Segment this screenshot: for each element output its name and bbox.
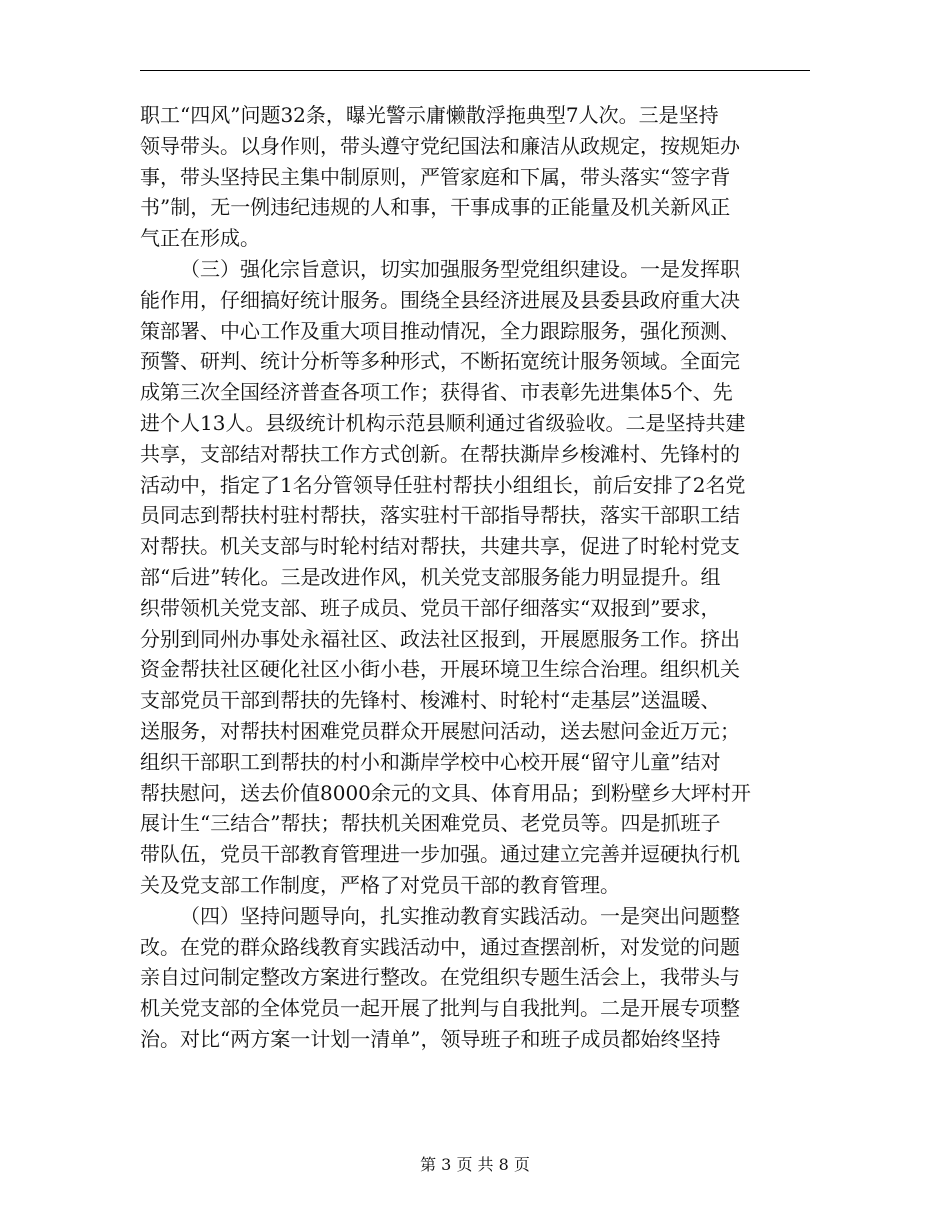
page-number-footer: 第 3 页 共 8 页 bbox=[420, 1155, 530, 1174]
text-line: 机关党支部的全体党员一起开展了批判与自我批判。二是开展专项整 bbox=[140, 996, 740, 1021]
text-line: 对帮扶。机关支部与时轮村结对帮扶，共建共享，促进了时轮村党支 bbox=[140, 534, 740, 559]
text-line: 能作用，仔细搞好统计服务。围绕全县经济进展及县委县政府重大决 bbox=[140, 287, 740, 312]
text-line: 支部党员干部到帮扶的先锋村、梭滩村、时轮村“走基层”送温暖、 bbox=[140, 688, 721, 713]
text-line: 职工“四风”问题32条，曝光警示庸懒散浮拖典型7人次。三是坚持 bbox=[140, 103, 719, 127]
text-line: 关及党支部工作制度，严格了对党员干部的教育管理。 bbox=[140, 872, 620, 897]
text-line: 事，带头坚持民主集中制原则，严管家庭和下属，带头落实“签字背 bbox=[140, 164, 731, 189]
body-text bbox=[140, 100, 810, 1055]
text-line: 气正在形成。 bbox=[140, 226, 260, 251]
text-line: 带队伍，党员干部教育管理进一步加强。通过建立完善并逗硬执行机 bbox=[140, 842, 740, 867]
text-line: 员同志到帮扶村驻村帮扶，落实驻村干部指导帮扶，落实干部职工结 bbox=[140, 503, 740, 528]
text-line: 展计生“三结合”帮扶；帮扶机关困难党员、老党员等。四是抓班子 bbox=[140, 811, 721, 836]
text-line: 书”制，无一例违纪违规的人和事，干事成事的正能量及机关新风正 bbox=[140, 195, 731, 220]
text-line: 分别到同州办事处永福社区、政法社区报到，开展愿服务工作。挤出 bbox=[140, 626, 740, 651]
text-line: 治。对比“两方案一计划一清单”，领导班子和班子成员都始终坚持 bbox=[140, 1026, 721, 1051]
text-line: 改。在党的群众路线教育实践活动中，通过查摆剖析，对发觉的问题 bbox=[140, 934, 740, 959]
text-line: 织带领机关党支部、班子成员、党员干部仔细落实“双报到”要求， bbox=[140, 595, 721, 620]
text-line: 领导带头。以身作则，带头遵守党纪国法和廉洁从政规定，按规矩办 bbox=[140, 133, 740, 158]
text-line: 活动中，指定了1名分管领导任驻村帮扶小组组长，前后安排了2名党 bbox=[140, 472, 746, 497]
text-line: 成第三次全国经济普查各项工作；获得省、市表彰先进集体5个、先 bbox=[140, 380, 733, 405]
text-line: 部“后进”转化。三是改进作风，机关党支部服务能力明显提升。组 bbox=[140, 564, 721, 589]
text-line: 送服务，对帮扶村困难党员群众开展慰问活动，送去慰问金近万元； bbox=[140, 718, 740, 743]
text-line: 帮扶慰问，送去价值8000余元的文具、体育用品；到粉壁乡大坪村开 bbox=[140, 780, 751, 805]
header-rule bbox=[140, 70, 810, 71]
text-line: 组织干部职工到帮扶的村小和澌岸学校中心校开展“留守儿童”结对 bbox=[140, 749, 721, 774]
paragraph-heading-3: （三）强化宗旨意识，切实加强服务型党组织建设。一是发挥职 bbox=[180, 256, 740, 281]
text-line: 资金帮扶社区硬化社区小街小巷，开展环境卫生综合治理。组织机关 bbox=[140, 657, 740, 682]
text-line: 共享，支部结对帮扶工作方式创新。在帮扶澌岸乡梭滩村、先锋村的 bbox=[140, 441, 740, 466]
paragraph-heading-4: （四）坚持问题导向，扎实推动教育实践活动。一是突出问题整 bbox=[180, 903, 740, 928]
text-line: 策部署、中心工作及重大项目推动情况，全力跟踪服务，强化预测、 bbox=[140, 318, 740, 343]
text-line: 预警、研判、统计分析等多种形式，不断拓宽统计服务领域。全面完 bbox=[140, 349, 740, 374]
text-line: 进个人13人。县级统计机构示范县顺利通过省级验收。二是坚持共建 bbox=[140, 410, 746, 435]
text-line: 亲自过问制定整改方案进行整改。在党组织专题生活会上，我带头与 bbox=[140, 965, 740, 990]
